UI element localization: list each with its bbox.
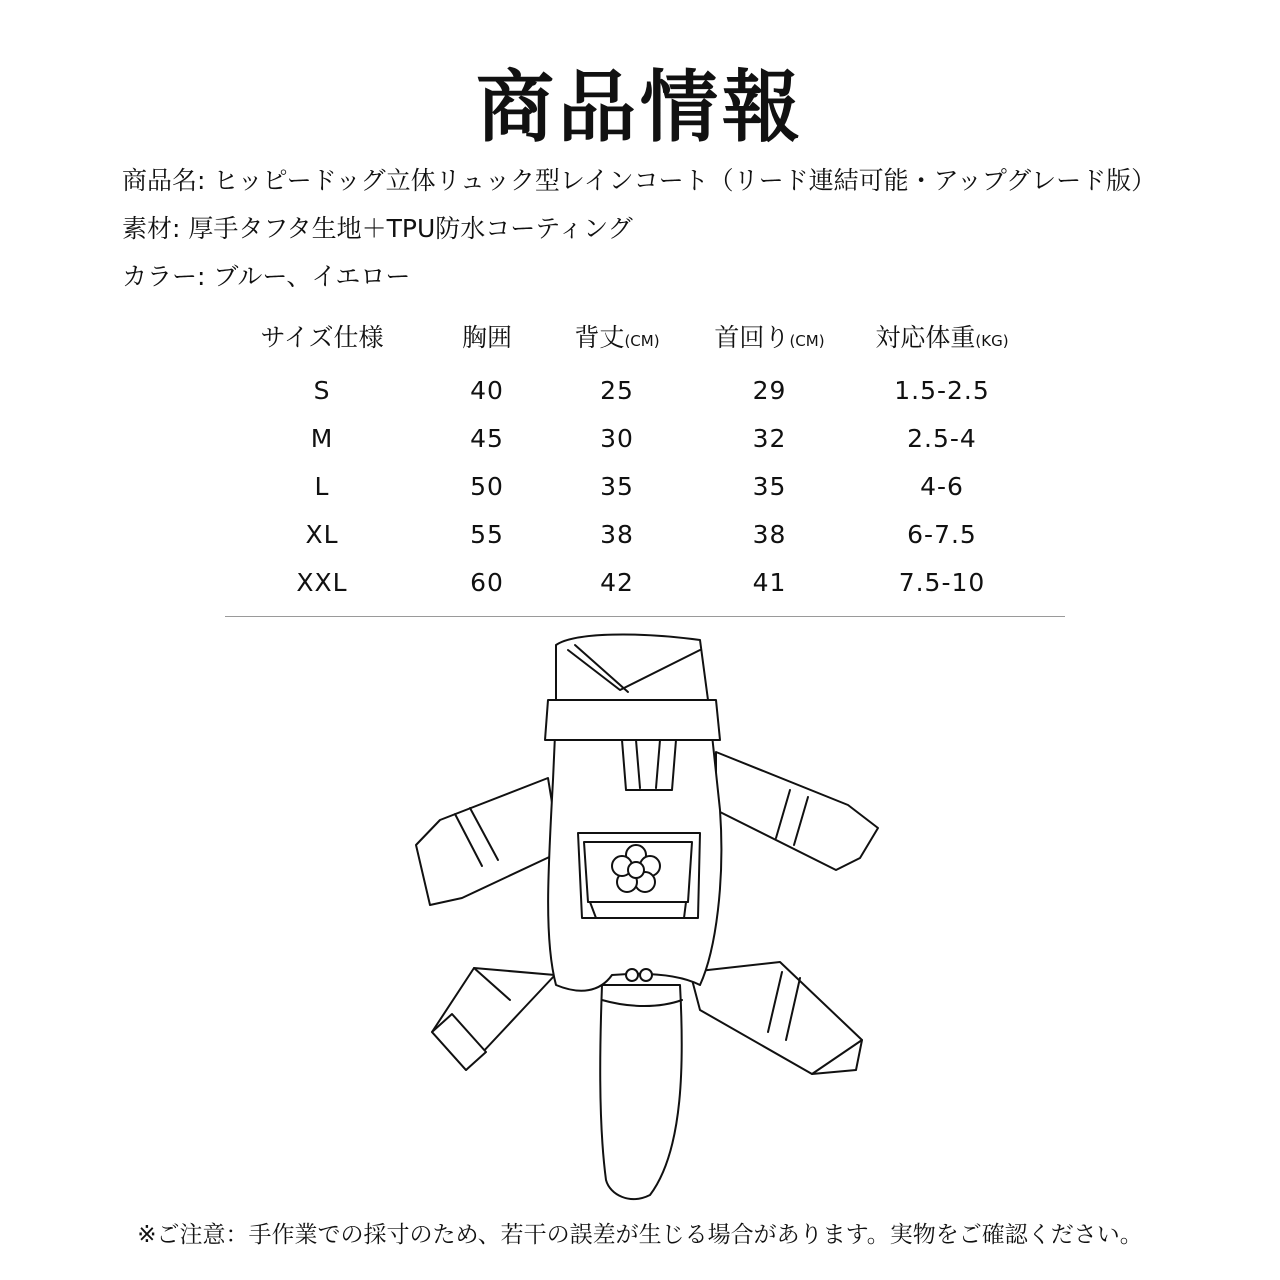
cell-back-length: 25	[600, 375, 634, 405]
header-neck: 首回り(CM)	[714, 323, 825, 352]
cell-size: XL	[305, 519, 339, 549]
page-title: 商品情報	[475, 63, 804, 153]
table-row	[232, 558, 1017, 606]
cell-chest: 40	[470, 375, 504, 405]
product-name: 商品名: ヒッピードッグ立体リュック型レインコート（リード連結可能・アップグレード版）	[122, 166, 1157, 195]
cell-weight: 1.5-2.5	[894, 375, 990, 405]
product-color: カラー: ブルー、イエロー	[122, 262, 411, 291]
cell-weight: 6-7.5	[907, 519, 977, 549]
table-row	[232, 414, 1017, 462]
cell-back-length: 35	[600, 471, 634, 501]
cell-neck: 38	[752, 519, 787, 549]
section-divider	[225, 616, 1065, 617]
cell-chest: 45	[470, 423, 504, 453]
cell-neck: 35	[752, 471, 787, 501]
cell-neck: 29	[752, 375, 787, 405]
product-material: 素材: 厚手タフタ生地＋TPU防水コーティング	[122, 214, 633, 243]
header-chest: 胸囲	[461, 323, 512, 352]
size-table-header	[232, 306, 1017, 366]
right-front-leg	[716, 752, 878, 870]
table-row	[232, 462, 1017, 510]
cell-back-length: 30	[600, 423, 634, 453]
header-weight: 対応体重(KG)	[875, 323, 1009, 352]
cell-back-length: 38	[600, 519, 634, 549]
cell-back-length: 42	[600, 567, 634, 597]
cell-size: M	[310, 423, 334, 453]
hood	[545, 635, 720, 740]
table-row	[232, 510, 1017, 558]
cell-size: L	[314, 471, 330, 501]
cell-size: S	[313, 375, 331, 405]
cell-size: XXL	[296, 567, 348, 597]
disclaimer-note: ※ご注意：手作業での採寸のため、若干の誤差が生じる場合があります。実物をご確認ください。	[137, 1222, 1143, 1248]
left-front-leg	[416, 778, 560, 905]
size-table	[232, 306, 1017, 606]
cell-chest: 60	[470, 567, 504, 597]
cell-weight: 4-6	[920, 471, 964, 501]
raincoat-line-drawing	[400, 625, 890, 1210]
cell-weight: 2.5-4	[907, 423, 977, 453]
cell-chest: 50	[470, 471, 504, 501]
header-size: サイズ仕様	[260, 323, 384, 352]
cell-weight: 7.5-10	[898, 567, 986, 597]
cell-neck: 41	[752, 567, 787, 597]
leash-strap	[600, 985, 682, 1199]
cell-chest: 55	[470, 519, 504, 549]
header-back-length: 背丈(CM)	[574, 323, 660, 352]
cell-neck: 32	[752, 423, 787, 453]
table-row	[232, 366, 1017, 414]
right-hind-leg	[690, 962, 862, 1074]
left-hind-leg	[432, 968, 555, 1070]
